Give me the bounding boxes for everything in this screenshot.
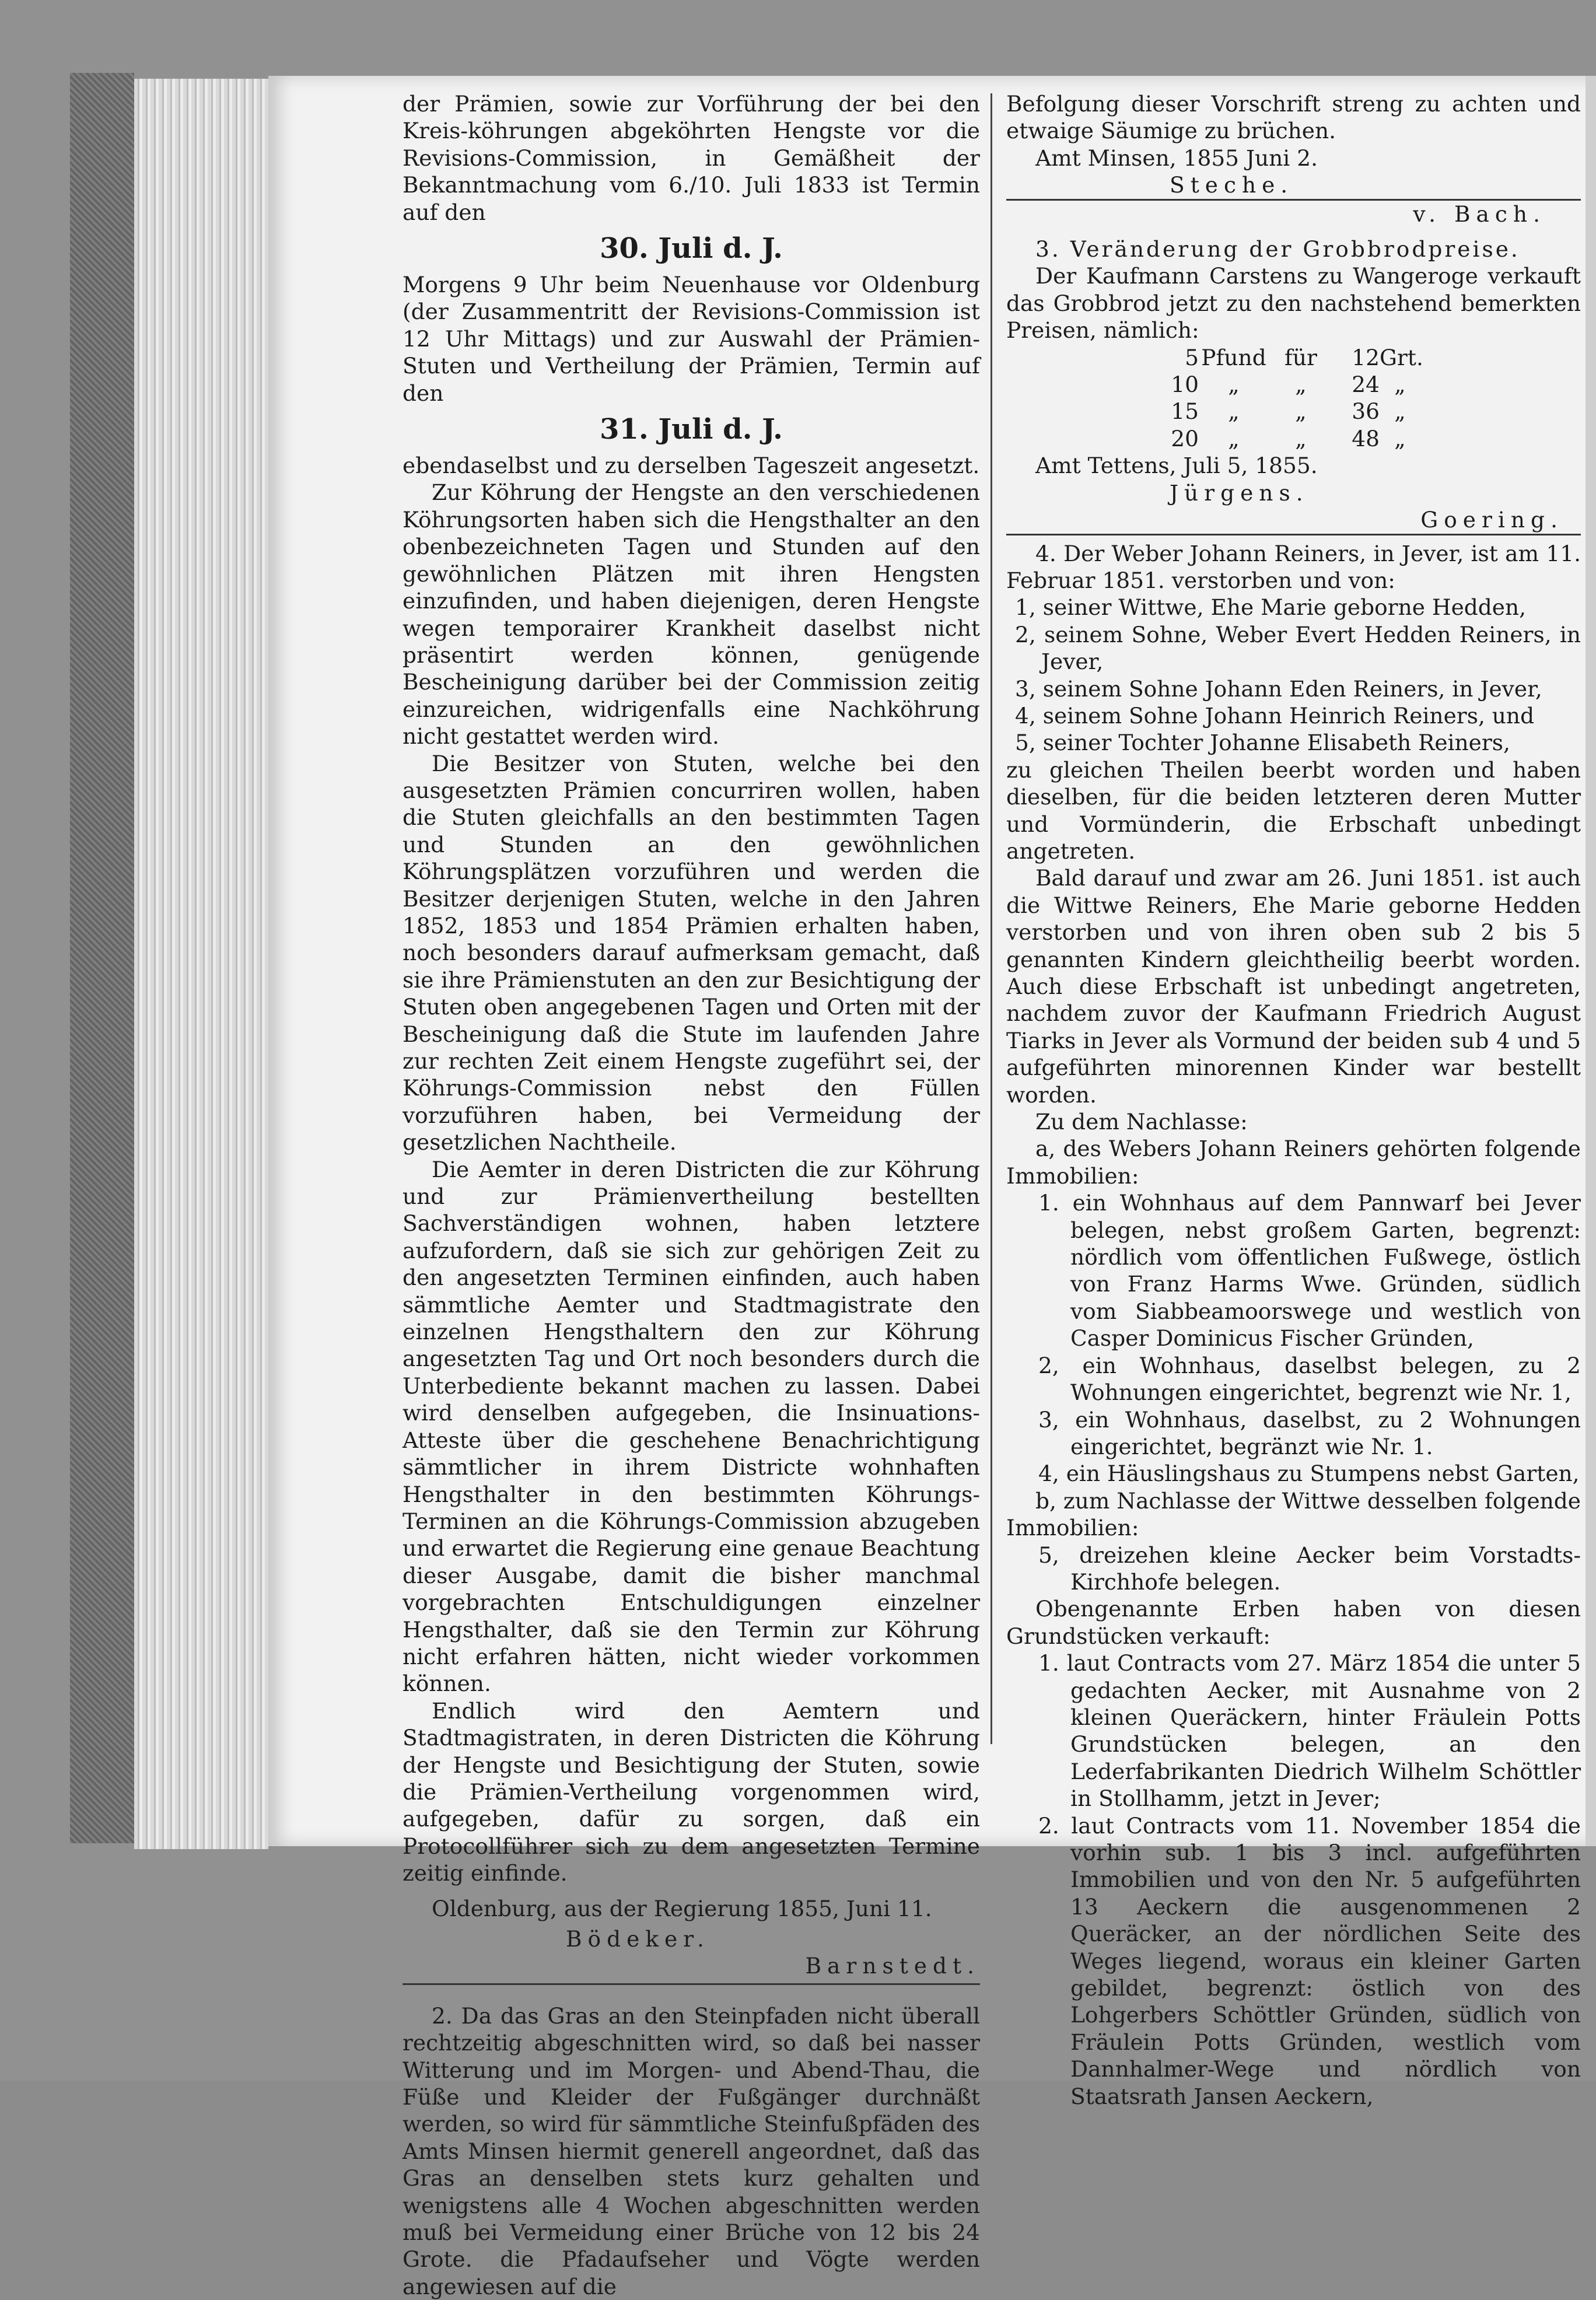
- left-para-4: Zur Köhrung der Hengste an den verschiedenen Köhrungsorten haben sich die Hengsthalter an den obenbezeichneten Tagen und Stunden auf den gewöhnlichen Plätzen mit ihren Hengsten einzufinden, und haben diejenigen, deren Hengste wegen temporairer Krankheit daselbst nicht präsentirt werden können, genügende Bescheinigung darüber bei der Commission zeitig einzureichen, widrigenfalls eine Nachköhrung nicht gestattet werden wird.: [402, 479, 980, 750]
- place-minsen: Amt Minsen, 1855 Juni 2.: [1035, 145, 1318, 171]
- right-para-2: Der Kaufmann Carstens zu Wangeroge verkauft das Grobbrod jetzt zu den nachstehend bemerkten Preisen, nämlich:: [1006, 263, 1581, 344]
- right-para-5: Bald darauf und zwar am 26. Juni 1851. ist auch die Wittwe Reiners, Ehe Marie geborne Hedden verstorben und von ihren oben sub 2 bis 5 genannten Kindern gleichtheilig beerbt worden. Auch diese Erbschaft ist unbedingt angetreten, nachdem zuvor der Kaufmann Friedrich August Tiarks in Jever als Vormund der beiden sub 4 und 5 aufgeführten minorennen Kinder war bestellt worden.: [1006, 865, 1581, 1108]
- immobilien-list-b: [1006, 1542, 1581, 1596]
- right-para-6: Zu dem Nachlasse:: [1035, 1109, 1248, 1135]
- left-para-7: Endlich wird den Aemtern und Stadtmagistraten, in deren Districten die Köhrung der Hengste und Besichtigung der Stuten, sowie die Prämien-Vertheilung vorgenommen wird, aufgegeben, dafür zu sorgen, daß ein Protocollführer sich zu dem angesetzten Termine zeitig einfinde.: [402, 1697, 980, 1886]
- price-row: 15 „ „ 36 „: [1171, 398, 1406, 425]
- right-column: [1006, 90, 1581, 2110]
- page-right-edge: [1586, 76, 1596, 1846]
- right-para-1: Befolgung dieser Vorschrift streng zu achten und etwaige Säumige zu brüchen.: [1006, 91, 1581, 144]
- price-row: 10 „ „ 24 „: [1171, 372, 1406, 398]
- left-para-2: Morgens 9 Uhr beim Neuenhause vor Oldenburg (der Zusammentritt der Revisions-Commission ist 12 Uhr Mittags) und zur Auswahl der Prämien-Stuten und Vertheilung der Prämien, Termin auf den: [402, 272, 980, 406]
- left-column: [402, 90, 980, 2300]
- right-para-7: a, des Webers Johann Reiners gehörten folgende Immobilien:: [1006, 1136, 1581, 1189]
- date-heading-2: 31. Juli d. J.: [600, 413, 783, 446]
- list-item: 2. laut Contracts vom 11. November 1854 die vorhin sub. 1 bis 3 incl. aufgeführten Immobilien und von den Nr. 5 aufgeführten 13 Aeckern die ausgenommenen 2 Queräcker, an der nördlichen Seite des Weges liegend, woraus ein kleiner Garten gebildet, begrenzt: östlich von des Lohgerbers Schöttler Gründen, südlich von Fräulein Potts Gründen, westlich vom Dannhalmer-Wege und nördlich von Staatsrath Jansen Aeckern,: [1038, 1812, 1581, 2109]
- right-para-9: Obengenannte Erben haben von diesen Grundstücken verkauft:: [1006, 1596, 1581, 1649]
- immobilien-list-a: [1006, 1189, 1581, 1487]
- list-item: 4, ein Häuslingshaus zu Stumpens nebst Garten,: [1038, 1461, 1580, 1487]
- left-para-8: 2. Da das Gras an den Steinpfaden nicht überall rechtzeitig abgeschnitten wird, so daß bei nasser Witterung und im Morgen- und Abend-Thau, die Füße und Kleider der Fußgänger durchnäßt werden, so wird für sämmtliche Steinfußpfäden des Amts Minsen hiermit generell angeordnet, daß das Gras an denselben stets kurz gehalten und wenigstens alle 4 Wochen abgeschnitten werden muß bei Vermeidung einer Brüche von 12 bis 24 Grote. die Pfadaufseher und Vögte werden angewiesen auf die: [402, 2003, 980, 2299]
- list-item: 3, seinem Sohne Johann Eden Reiners, in Jever,: [1015, 675, 1542, 702]
- signature-goering: Goering.: [1420, 507, 1563, 533]
- price-table: [1006, 344, 1581, 453]
- signature-barnstedt: Barnstedt.: [805, 1953, 980, 1979]
- heirs-list: [1006, 594, 1581, 756]
- right-para-8: b, zum Nachlasse der Wittwe desselben folgende Immobilien:: [1006, 1487, 1581, 1541]
- price-row: 5 Pfund für 12 Grt.: [1185, 344, 1423, 370]
- list-item: 4, seinem Sohne Johann Heinrich Reiners, und: [1015, 702, 1535, 729]
- list-item: 5, seiner Tochter Johanne Elisabeth Reiners,: [1015, 730, 1510, 756]
- section-heading-3: 3. Veränderung der Grobbrodpreise.: [1035, 236, 1520, 262]
- signature-juergens: Jürgens.: [1170, 479, 1309, 506]
- left-para-1: der Prämien, sowie zur Vorführung der bei den Kreis-köhrungen abgeköhrten Hengste vor die Revisions-Commission, in Gemäßheit der Bekanntmachung vom 6./10. Juli 1833 ist Termin auf den: [402, 91, 980, 225]
- rule-2: [1006, 534, 1581, 535]
- right-para-4: zu gleichen Theilen beerbt worden und haben dieselben, für die beiden letzteren deren Mutter und Vormünderin, die Erbschaft unbedingt angetreten.: [1006, 757, 1581, 864]
- section-rule: [402, 1983, 980, 1985]
- list-item: 1. laut Contracts vom 27. März 1854 die unter 5 gedachten Aecker, mit Ausnahme von 2 kleinen Queräckern, hinter Fräulein Potts Grundstücken belegen, an den Lederfabrikanten Diedrich Wilhelm Schöttler in Stollhamm, jetzt in Jever;: [1038, 1650, 1581, 1812]
- price-row: 20 „ „ 48 „: [1171, 425, 1406, 451]
- list-item: 2, seinem Sohne, Weber Evert Hedden Reiners, in Jever,: [1015, 621, 1581, 675]
- list-item: 1, seiner Wittwe, Ehe Marie geborne Hedden,: [1015, 594, 1527, 621]
- list-item: 3, ein Wohnhaus, daselbst, zu 2 Wohnungen eingerichtet, begränzt wie Nr. 1.: [1038, 1406, 1581, 1459]
- signature-bach: v. Bach.: [1413, 201, 1546, 227]
- list-item: 2, ein Wohnhaus, daselbst belegen, zu 2 Wohnungen eingerichtet, begrenzt wie Nr. 1,: [1038, 1352, 1581, 1406]
- signature-steche: Steche.: [1170, 172, 1294, 198]
- sales-list: [1006, 1650, 1581, 2110]
- left-para-5: Die Besitzer von Stuten, welche bei den ausgesetzten Prämien concurriren wollen, haben die Stuten gleichfalls an den bestimmten Tagen und Stunden an den gewöhnlichen Köhrungsplätzen vorzuführen und werden die Besitzer derjenigen Stuten, welche in den Jahren 1852, 1853 und 1854 Prämien erhalten haben, noch besonders darauf aufmerksam gemacht, daß sie ihre Prämienstuten an den zur Besichtigung der Stuten oben angegebenen Tagen und Orten mit der Bescheinigung daß die Stute im laufenden Jahre zur rechten Zeit einem Hengste zugeführt sei, der Köhrungs-Commission nebst den Füllen vorzuführen haben, bei Vermeidung der gesetzlichen Nachtheile.: [402, 750, 980, 1156]
- column-divider: [991, 93, 992, 1744]
- place-date: Oldenburg, aus der Regierung 1855, Juni 11.: [432, 1895, 932, 1921]
- page-edges: [134, 79, 268, 1849]
- left-para-3: ebendaselbst und zu derselben Tageszeit angesetzt.: [402, 453, 980, 479]
- date-heading-1: 30. Juli d. J.: [600, 232, 783, 265]
- right-para-3: 4. Der Weber Johann Reiners, in Jever, ist am 11. Februar 1851. verstorben und von:: [1006, 540, 1581, 593]
- list-item: 1. ein Wohnhaus auf dem Pannwarf bei Jever belegen, nebst großem Garten, begrenzt: nördlich vom öffentlichen Fußwege, östlich von Franz Harms Wwe. Gründen, südlich vom Siabbeamoorswege und westlich von Casper Dominicus Fischer Gründen,: [1038, 1190, 1581, 1352]
- left-para-6: Die Aemter in deren Districten die zur Köhrung und zur Prämienvertheilung bestellten Sachverständigen wohnen, haben letztere aufzufordern, daß sie sich zur gehörigen Zeit zu den angesetzten Terminen einfinden, auch haben sämmtliche Aemter und Stadtmagistrate den einzelnen Hengsthaltern den zur Köhrung angesetzten Tag und Ort noch besonders durch die Unterbediente bekannt machen zu lassen. Dabei wird denselben aufgegeben, die Insinuations-Atteste über die geschehene Benachrichtigung sämmtlicher in ihrem Districte wohnhaften Hengsthalter in den bestimmten Köhrungs-Terminen an die Köhrungs-Commission abzugeben und erwartet die Regierung eine genaue Beachtung dieser Ausgabe, damit die bisher manchmal vorgebrachten Entschuldigungen einzelner Hengsthalter, daß sie den Termin zur Köhrung nicht erfahren hätten, nicht wieder vorkommen können.: [402, 1156, 980, 1697]
- place-tettens: Amt Tettens, Juli 5, 1855.: [1035, 453, 1318, 479]
- book-cover-edge: [70, 73, 134, 1843]
- signature-boedeker: Bödeker.: [566, 1926, 710, 1952]
- list-item: 5, dreizehen kleine Aecker beim Vorstadts-Kirchhofe belegen.: [1038, 1542, 1581, 1595]
